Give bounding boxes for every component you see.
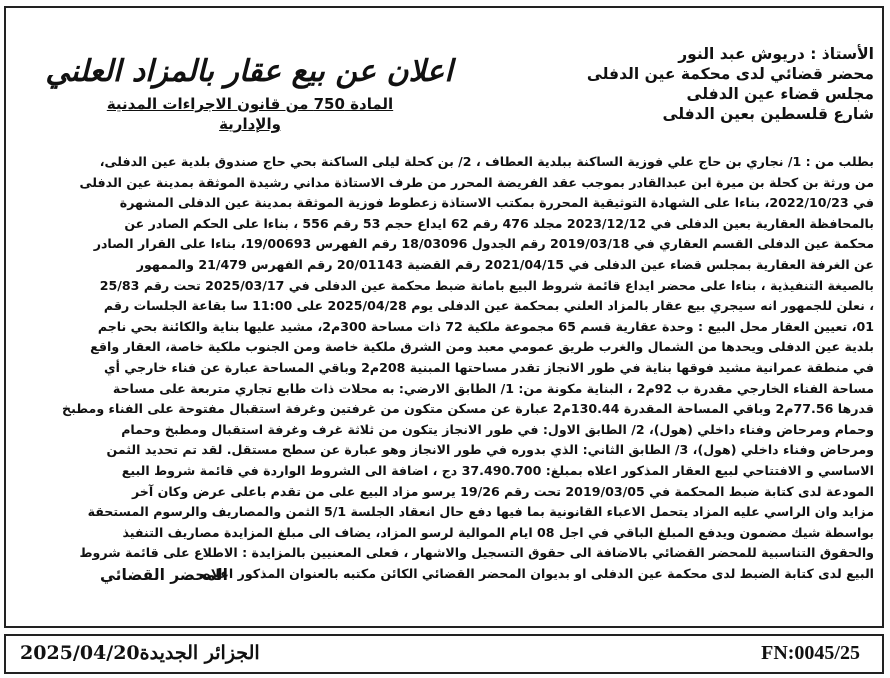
body-line: ، نعلن للجمهور انه سيجري بيع عقار بالمزاد العلني بمحكمة عين الدفلى يوم 2025/04/28 على 11:00 سا بقاعة الجلسات رقم (103, 298, 874, 314)
body-line: البيع لدى كتابة الضبط لدى محكمة عين الدفلى او بديوان المحضر القضائي الكائن مكتبه بالعنوان المذكور اعلاه. (198, 565, 874, 581)
notice-subtitle: المادة 750 من قانون الاجراءات المدنية والإدارية (106, 95, 394, 133)
body-line: وحمام ومرحاض وفناء داخلي (هول)، 2/ الطابق الاول: في طور الانجاز يتكون من ثلاثة غرف وغرفة استقبال ومطبخ وحمام (121, 421, 874, 437)
bailiff-court: محضر قضائي لدى محكمة عين الدفلى (586, 65, 874, 83)
bailiff-council: مجلس قضاء عين الدفلى (686, 85, 874, 103)
body-line: بطلب من : 1/ نجاري بن حاج علي فوزية الساكنة ببلدية العطاف ، 2/ بن كحلة ليلى الساكنة بحي حاج صندوق بلدية عين الدفلى، (99, 154, 874, 169)
body-line: 01، تعيين العقار محل البيع : وحدة عقارية قسم 65 مجموعة ملكية 72 ذات مساحة 300م2، مشيد عليها بناية والكائنة بحي ناجم (97, 318, 874, 334)
bailiff-name: الأستاذ : دريوش عبد النور (678, 45, 874, 63)
bailiff-address: شارع قلسطين بعين الدفلى (662, 105, 874, 123)
body-line: قدرها 77.56م2 وباقي المساحة المقدرة 130.44م2 عبارة عن مسكن متكون من غرفتين وغرفة استقبال مفتوحة على الفناء ومطبخ (62, 401, 874, 417)
notice-code: FN:0045/25 (761, 642, 860, 664)
bailiff-office-block (534, 44, 874, 124)
body-line: محكمة عين الدفلى القسم العقاري في 2019/03/18 رقم الجدول 18/03096 رقم الفهرس 19/00693، بناءا على القرار الصادر (93, 236, 874, 252)
notice-title: اعلان عن بيع عقار بالمزاد العلني (45, 54, 453, 89)
newspaper-date: الجزائر الجديدة2025/04/20 (20, 642, 260, 664)
body-line: عن الغرفة العقارية بمجلس قضاء عين الدفلى في 2021/04/15 رقم القضية 20/01143 رقم الفهرس 21/479 والممهور (136, 256, 874, 272)
body-line: بلدية عين الدفلى ويحدها من الشمال والغرب طريق عمومي معبد ومن الشرق ملكية خاصة ومن الجنوب ملكية خاصة، العقار واقع (90, 339, 874, 355)
body-line: في 2022/10/23، بناءا على الشهادة التوثيقية المحررة بمكتب الاستاذة زعطوط فوزية الموثقة بمدينة عين الدفلى المشهرة (119, 195, 874, 211)
body-line: في منطقة عمرانية مشيد فوقها بناية في طور الانجاز تقدر مساحتها المبنية 208م2 وباقي المساحة عبارة عن فناء خارجي أي (104, 359, 874, 375)
signature-label: المحضر القضائي (100, 566, 228, 584)
body-line: مساحة الفناء الخارجي مقدرة ب 92م2 ، البناية مكونة من: 1/ الطابق الارضي: به محلات ذات طابع تجاري متربعة على مساحة (112, 380, 874, 396)
body-line: بواسطة شيك مضمون ويدفع المبلغ الباقي في اجل 08 ايام الموالية لرسو المزاد، يضاف الى مبلغ المزايدة مصاريف التنفيذ (122, 524, 874, 540)
body-line: بالصيغة التنفيذية ، بناءا على محضر ايداع قائمة شروط البيع بامانة ضبط محكمة عين الدفلى في 2025/03/17 تحت رقم 25/83 (99, 277, 874, 293)
body-line: من ورثة بن كحلة بن ميرة ابن عبدالقادر بموجب عقد الفريضة المحرر من طرف الاستاذة مداني رشيدة الموثقة بمدينة عين الدفلى (79, 174, 874, 190)
body-line: الاساسي و الافتتاحي لبيع العقار المذكور اعلاه بمبلغ: 37.490.700 دج ، اضافة الى الشروط الواردة في قائمة شروط البيع (121, 462, 874, 478)
publication-footer (4, 634, 884, 674)
body-line: بالمحافظة العقارية بعين الدفلى في 2023/12/12 مجلد 476 رقم 62 ايداع حجم 53 رقم 556 ، بناءا على الحكم الصادر عن (124, 215, 874, 231)
body-line: ومرحاض وفناء داخلي (هول)، 3/ الطابق الثاني: الذي بدوره في طور الانجاز وهو عبارة عن سطح مستقل. لقد تم تحديد الثمن (106, 442, 874, 458)
body-line: والحقوق التناسبية للمحضر القضائي بالاضافة الى حقوق التسجيل والاشهار ، فعلى المعنيين بالمزايدة : الاطلاع على قائمة شروط (79, 545, 874, 561)
body-line: المودعة لدى كتابة ضبط المحكمة في 2019/03/05 تحت رقم 19/26 يرسو مزاد البيع على من تقدم باعلى عرض وكان آخر (131, 483, 874, 499)
notice-body (18, 152, 874, 584)
body-line: مزايد وان الراسي عليه المزاد يتحمل الاعباء القانونية بما فيها دفع حال انعقاد الجلسة 5/1 الثمن والمصاريف والرسوم المستحقة (87, 504, 874, 520)
